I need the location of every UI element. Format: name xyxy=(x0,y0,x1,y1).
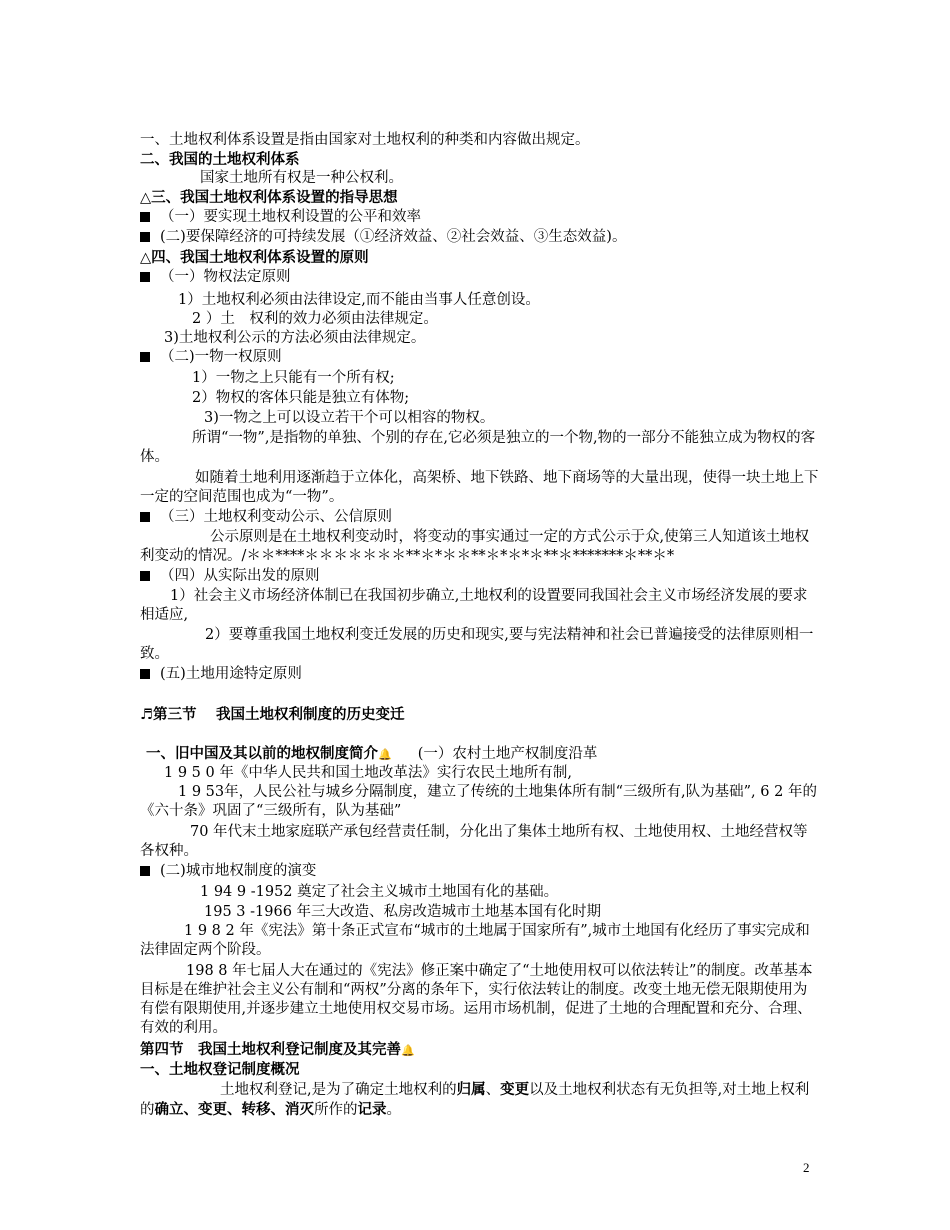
paragraph: 国家土地所有权是一种公权利。 xyxy=(200,170,403,186)
heading: △三、我国土地权利体系设置的指导思想 xyxy=(140,189,398,206)
bullet-item: （四）从实际出发的原则 xyxy=(140,567,820,586)
paragraph: 70 年代末土地家庭联产承包经营责任制，分化出了集体土地所有权、土地使用权、土地经营权等各权种。 xyxy=(140,824,808,859)
paragraph: 1）土地权利必须由法律设定,而不能由当事人任意创设。 xyxy=(178,292,540,308)
paragraph: 2）物权的客体只能是独立有体物; xyxy=(192,390,410,406)
music-note-icon: ♬ xyxy=(140,706,153,723)
bullet-square xyxy=(140,669,150,679)
bullet-item: (二)城市地权制度的演变 xyxy=(140,862,820,881)
paragraph: 2）要尊重我国土地权利变迁发展的历史和现实,要与宪法精神和社会已普遍接受的法律原则相一致。 xyxy=(140,627,814,662)
paragraph: 一、旧中国及其以前的地权制度简介🔔 (一）农村土地产权制度沿革 xyxy=(146,745,598,762)
paragraph: 1 94 9 -1952 奠定了社会主义城市土地国有化的基础。 xyxy=(200,884,559,900)
bullet-square xyxy=(140,212,150,222)
paragraph: 2 ）土 权利的效力必须由法律规定。 xyxy=(192,311,438,327)
bullet-square xyxy=(140,232,150,242)
bullet-square xyxy=(140,272,150,282)
page-number: 2 xyxy=(803,1160,810,1175)
bullet-item: （二)一物一权原则 xyxy=(140,348,820,367)
heading: 二、我国的土地权利体系 xyxy=(140,151,300,168)
paragraph: 公示原则是在土地权利变动时，将变动的事实通过一定的方式公示于众,使第三人知道该土地权利变动的情况。/＊＊****＊＊＊＊＊＊＊**＊*＊＊**＊*＊*＊**＊*******＊**＊* xyxy=(140,529,810,564)
bell-icon: 🔔 xyxy=(401,1044,415,1057)
paragraph: 195 3 -1966 年三大改造、私房改造城市土地基本国有化时期 xyxy=(204,904,602,920)
section-heading: 第四节 我国土地权利登记制度及其完善🔔 xyxy=(140,1041,415,1058)
paragraph: 3)一物之上可以设立若干个可以相容的物权。 xyxy=(204,410,495,426)
bullet-item: (二)要保障经济的可持续发展（①经济效益、②社会效益、③生态效益)。 xyxy=(140,228,820,247)
heading: △四、我国土地权利体系设置的原则 xyxy=(140,249,369,266)
paragraph: 1）一物之上只能有一个所有权; xyxy=(192,370,395,386)
bell-icon: 🔔 xyxy=(378,748,392,761)
bullet-square xyxy=(140,352,150,362)
bullet-item: （一）物权法定原则 xyxy=(140,268,820,287)
bullet-item: （三）土地权利变动公示、公信原则 xyxy=(140,508,820,527)
paragraph: 1 9 5 0 年《中华人民共和国土地改革法》实行农民土地所有制, xyxy=(164,765,572,781)
paragraph: 1）社会主义市场经济体制已在我国初步确立,土地权利的设置要同我国社会主义市场经济发展的要求相适应, xyxy=(140,588,808,623)
heading: 一、土地权登记制度概况 xyxy=(140,1061,300,1078)
paragraph: 所谓“一物”,是指物的单独、个别的存在,它必须是独立的一个物,物的一部分不能独立成为物权的客体。 xyxy=(140,430,816,465)
paragraph: 198 8 年七届人大在通过的《宪法》修正案中确定了“土地使用权可以依法转让”的制度。改革基本目标是在维护社会主义公有制和“两权”分离的条年下，实行依法转让的制度。改变土地无偿无限期使用为有偿有限期使用,并逐步建立土地使用权交易市场。运用市场机制，促进了土地的合理配置和充分、合理、有效的利用。 xyxy=(140,963,813,1036)
bullet-item: （一）要实现土地权利设置的公平和效率 xyxy=(140,208,820,227)
bullet-square xyxy=(140,571,150,581)
paragraph: 一、土地权利体系设置是指由国家对土地权利的种类和内容做出规定。 xyxy=(140,132,590,148)
bullet-square xyxy=(140,512,150,522)
paragraph: 1 9 53年，人民公社与城乡分隔制度，建立了传统的土地集体所有制“三级所有,队为基础”, 6 2 年的《六十条》巩固了“三级所有，队为基础” xyxy=(140,784,817,819)
paragraph: 3)土地权利公示的方法必须由法律规定。 xyxy=(164,330,426,346)
bullet-square xyxy=(140,866,150,876)
paragraph: 1 9 8 2 年《宪法》第十条正式宣布“城市的土地属于国家所有”,城市土地国有化经历了事实完成和法律固定两个阶段。 xyxy=(140,923,810,958)
paragraph: 土地权利登记,是为了确定土地权利的归属、变更以及土地权利状态有无负担等,对土地上权利的确立、变更、转移、消灭所作的记录。 xyxy=(140,1081,810,1118)
section-heading: ♬第三节 我国土地权利制度的历史变迁 xyxy=(140,706,405,723)
bullet-item: (五)土地用途特定原则 xyxy=(140,665,820,684)
paragraph: 如随着土地利用逐渐趋于立体化，高架桥、地下铁路、地下商场等的大量出现，使得一块土地上下一定的空间范围也成为“一物”。 xyxy=(140,470,819,505)
